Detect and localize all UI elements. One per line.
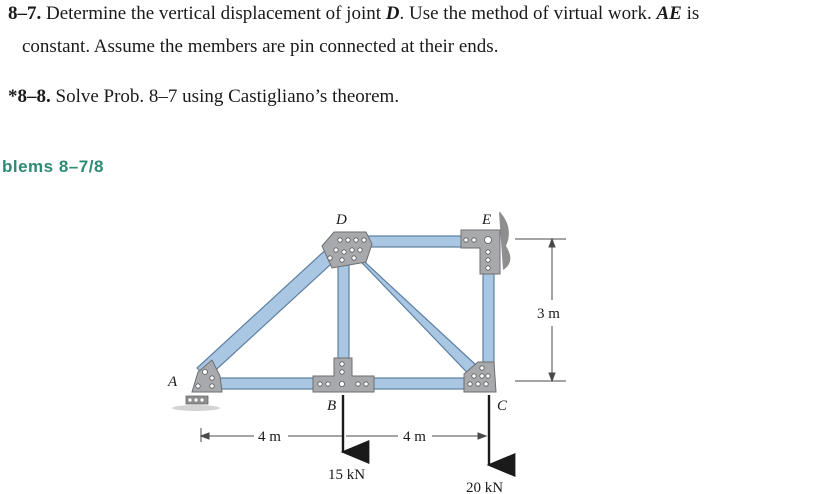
wall-support-e [499, 212, 510, 270]
plate-e [461, 230, 500, 274]
member-ad [197, 244, 342, 378]
joint-label-d: D [336, 212, 347, 228]
joint-label-e: E [482, 212, 492, 228]
load-label-c: 20 kN [466, 480, 504, 494]
plate-d [322, 232, 372, 268]
dimension-lines [201, 239, 566, 442]
problem-8-7-text-a: Determine the vertical displacement of joint [41, 3, 386, 24]
dim-height: 3 m [537, 306, 560, 322]
joint-label-a: A [168, 374, 178, 390]
problem-8-7-text-c: is [681, 3, 700, 24]
problem-8-8-text: Solve Prob. 8–7 using Castigliano’s theorem. [50, 86, 400, 107]
dim-right-span: 4 m [403, 429, 426, 445]
member-dc [344, 244, 490, 386]
pin-support-a [172, 396, 220, 411]
joint-d-ref: D [385, 3, 400, 24]
dim-left-span: 4 m [258, 429, 281, 445]
joint-label-c: C [497, 398, 508, 414]
problem-8-8-number: *8–8. [8, 86, 51, 107]
figure-caption: blems 8–7/8 [2, 157, 104, 176]
load-label-b: 15 kN [328, 467, 366, 483]
problem-8-7-line-2: constant. Assume the members are pin connected at their ends. [22, 36, 499, 57]
problem-8-7-text-b: . Use the method of virtual work. [399, 3, 657, 24]
problem-8-7-number: 8–7. [8, 3, 42, 24]
joint-label-b: B [327, 398, 337, 414]
ae-ref: AE [656, 3, 682, 24]
